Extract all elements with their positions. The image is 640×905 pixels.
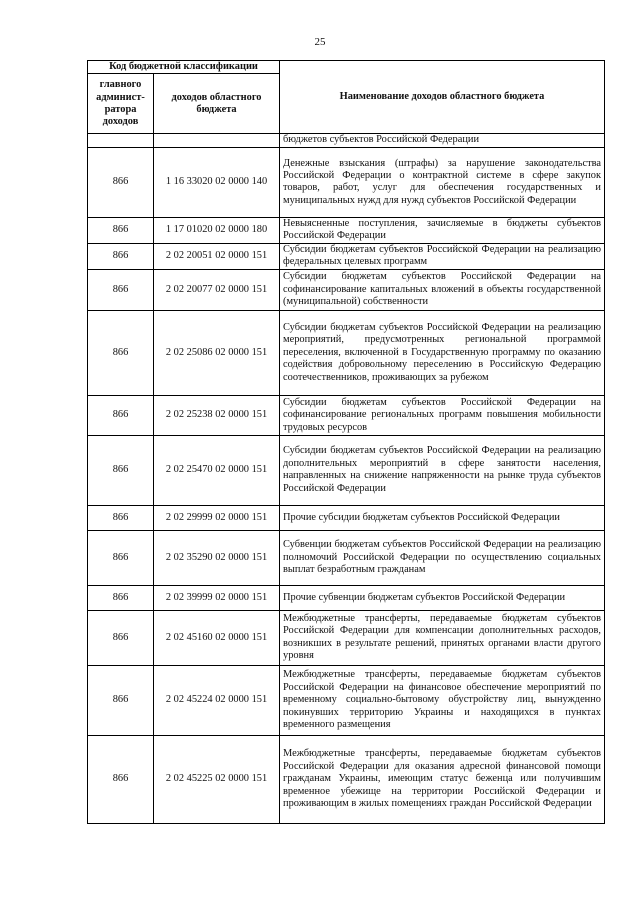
continuation-row (88, 134, 605, 147)
budget-code-cell: 1 17 01020 02 0000 180 (154, 217, 280, 243)
budget-code-cell: 2 02 45224 02 0000 151 (154, 665, 280, 735)
admin-code-cell: 866 (88, 147, 154, 217)
revenue-name-cell: Прочие субсидии бюджетам субъектов Российской Федерации (280, 505, 605, 530)
budget-code-cell: 2 02 25086 02 0000 151 (154, 310, 280, 395)
table-row (88, 395, 605, 435)
revenue-name-cell: Межбюджетные трансферты, передаваемые бюджетам субъектов Российской Федерации для компенсации дополнительных расходов, возникших в результате решений, принятых органами власти другого уровня (280, 610, 605, 665)
table-row (88, 530, 605, 585)
revenue-name-cell: Межбюджетные трансферты, передаваемые бюджетам субъектов Российской Федерации на финансовое обеспечение мероприятий по временному социально-бытовому обустройству лиц, вынужденно покинувших территорию Украины и находящихся в пунктах временного размещения (280, 665, 605, 735)
budget-code-cell: 2 02 20077 02 0000 151 (154, 269, 280, 310)
table-row (88, 665, 605, 735)
budget-code-cell: 2 02 20051 02 0000 151 (154, 243, 280, 269)
table-row (88, 585, 605, 610)
admin-code-cell: 866 (88, 665, 154, 735)
admin-code-cell: 866 (88, 217, 154, 243)
revenue-name-cell: Субсидии бюджетам субъектов Российской Федерации на софинансирование региональных программ повышения мобильности трудовых ресурсов (280, 395, 605, 435)
revenue-name-cell: Прочие субвенции бюджетам субъектов Российской Федерации (280, 585, 605, 610)
revenue-name-cell: Субсидии бюджетам субъектов Российской Федерации на софинансирование капитальных вложений в объекты государственной (муниципальной) собственности (280, 269, 605, 310)
table-row (88, 435, 605, 505)
table-row (88, 735, 605, 823)
header-admin-column: главного админист-ратора доходов (88, 74, 154, 134)
table-row (88, 310, 605, 395)
table-row (88, 269, 605, 310)
revenue-name-cell: Денежные взыскания (штрафы) за нарушение законодательства Российской Федерации о контрактной системе в сфере закупок товаров, работ, услуг для обеспечения государственных и муниципальных нужд для нужд субъектов Российской Федерации (280, 147, 605, 217)
header-code-column: доходов областного бюджета (154, 74, 280, 134)
admin-code-cell: 866 (88, 310, 154, 395)
admin-code-cell: 866 (88, 735, 154, 823)
admin-code-cell: 866 (88, 269, 154, 310)
budget-code-cell: 2 02 25238 02 0000 151 (154, 395, 280, 435)
revenue-name-cell: Субсидии бюджетам субъектов Российской Федерации на реализацию мероприятий, предусмотренных региональной программой переселения, включенной в Государственную программу по оказанию содействия добровольному переселению в Российскую Федерацию соотечественников, проживающих за рубежом (280, 310, 605, 395)
budget-code-cell: 2 02 35290 02 0000 151 (154, 530, 280, 585)
table-row (88, 217, 605, 243)
admin-code-cell: 866 (88, 395, 154, 435)
revenue-name-cell: Субсидии бюджетам субъектов Российской Федерации на реализацию дополнительных мероприятий в сфере занятости населения, направленных на снижение напряженности на рынке труда субъектов Российской Федерации (280, 435, 605, 505)
budget-code-cell: 1 16 33020 02 0000 140 (154, 147, 280, 217)
table-row (88, 610, 605, 665)
admin-code-cell: 866 (88, 243, 154, 269)
continuation-text: бюджетов субъектов Российской Федерации (280, 134, 605, 147)
budget-code-cell: 2 02 39999 02 0000 151 (154, 585, 280, 610)
revenue-name-cell: Невыясненные поступления, зачисляемые в бюджеты субъектов Российской Федерации (280, 217, 605, 243)
table-row (88, 505, 605, 530)
budget-code-cell: 2 02 29999 02 0000 151 (154, 505, 280, 530)
admin-code-cell: 866 (88, 505, 154, 530)
revenue-name-cell: Межбюджетные трансферты, передаваемые бюджетам субъектов Российской Федерации для оказания адресной финансовой помощи гражданам Украины, имеющим статус беженца или получившим временное убежище на территории Российской Федерации и проживающим в жилых помещениях граждан Российской Федерации (280, 735, 605, 823)
revenue-name-cell: Субвенции бюджетам субъектов Российской Федерации на реализацию полномочий Российской Федерации по осуществлению социальных выплат безработным гражданам (280, 530, 605, 585)
table-row (88, 243, 605, 269)
budget-code-cell: 2 02 45160 02 0000 151 (154, 610, 280, 665)
budget-classification-table (87, 60, 605, 824)
admin-code-cell: 866 (88, 610, 154, 665)
revenue-name-cell: Субсидии бюджетам субъектов Российской Федерации на реализацию федеральных целевых программ (280, 243, 605, 269)
budget-code-cell: 2 02 45225 02 0000 151 (154, 735, 280, 823)
table-row (88, 147, 605, 217)
header-classification-code: Код бюджетной классификации (88, 61, 280, 74)
page-number: 25 (314, 36, 326, 48)
admin-code-cell: 866 (88, 585, 154, 610)
admin-code-cell: 866 (88, 530, 154, 585)
admin-code-cell: 866 (88, 435, 154, 505)
header-revenue-name: Наименование доходов областного бюджета (280, 61, 605, 134)
budget-code-cell: 2 02 25470 02 0000 151 (154, 435, 280, 505)
